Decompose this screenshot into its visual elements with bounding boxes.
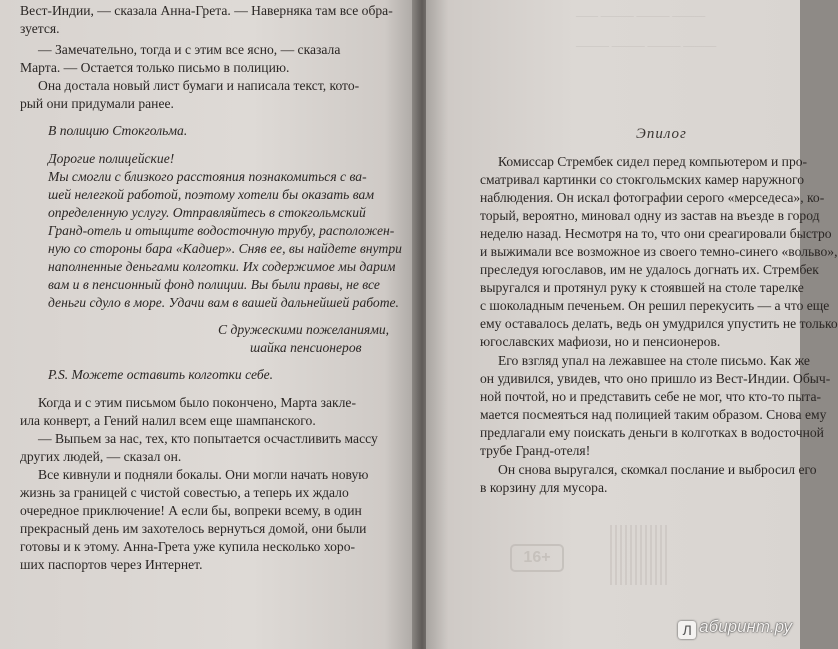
- text-line: ему оставалось делать, ведь он умудрился упустить не только: [480, 316, 838, 331]
- text-line: югославских мафиози, но и пенсионеров.: [480, 334, 721, 349]
- text-line: других людей, — сказал он.: [20, 449, 182, 464]
- text-line: Гранд-отель и отыщите водосточную трубу, расположен-: [48, 223, 395, 238]
- text-line: предлагали ему поискать деньги в колготках в водосточной: [480, 425, 824, 440]
- text-line: ной почтой, но и представить себе не мог, что кто-то пыта-: [480, 389, 822, 404]
- text-line: — Выпьем за нас, тех, кто попытается осчастливить массу: [38, 431, 378, 446]
- bleed-through-text: ——— ——— ——— ———: [576, 40, 717, 52]
- text-line: преследуя югославов, им не удалось догнать их. Стрембек: [480, 262, 819, 277]
- watermark: [678, 617, 792, 639]
- bleed-through-text: —— ——— ——— ———: [576, 10, 706, 22]
- text-line: Когда и с этим письмом было покончено, Марта закле-: [38, 395, 356, 410]
- text-line: неделю назад. Несмотря на то, что они среагировали быстро: [480, 226, 832, 241]
- text-line: ших паспортов через Интернет.: [20, 557, 203, 572]
- text-line: Она достала новый лист бумаги и написала текст, кото-: [38, 78, 360, 93]
- text-line: Дорогие полицейские!: [48, 151, 175, 166]
- text-line: рый они придумали ранее.: [20, 96, 174, 111]
- text-line: ила конверт, а Гений налил всем еще шампанского.: [20, 413, 316, 428]
- barcode-ghost: [610, 525, 668, 585]
- text-line: деньги сдуло в море. Удачи вам в вашей дальнейшей работе.: [48, 295, 399, 310]
- text-line: и выжимали все возможное из своего темно-синего «вольво»,: [480, 244, 838, 259]
- text-line: определенную услугу. Отправляйтесь в стокгольмский: [48, 205, 366, 220]
- text-line: В полицию Стокгольма.: [48, 123, 188, 138]
- text-line: шей нелегкой работой, поэтому хотели бы оказать вам: [48, 187, 375, 202]
- book-icon: Л: [678, 621, 696, 639]
- text-line: сматривал картинки со стокгольмских камер наружного: [480, 172, 805, 187]
- chapter-title: Эпилог: [636, 126, 687, 142]
- text-line: Вест-Индии, — сказала Анна-Грета. — Наверняка там все обра-: [20, 3, 393, 18]
- text-line: Мы смогли с близкого расстояния познакомиться с ва-: [48, 169, 367, 184]
- left-page: [0, 0, 418, 649]
- text-line: шайка пенсионеров: [250, 340, 362, 355]
- text-line: трубе Гранд-отеля!: [480, 443, 591, 458]
- text-line: зуется.: [20, 21, 60, 36]
- text-line: P.S. Можете оставить колготки себе.: [48, 367, 274, 382]
- text-line: выругался и протянул руку к стоявшей на столе тарелке: [480, 280, 804, 295]
- text-line: Комиссар Стрембек сидел перед компьютером и про-: [498, 154, 808, 169]
- watermark-text: абиринт.ру: [699, 617, 792, 636]
- text-line: он удивился, увидев, что оно пришло из Вест-Индии. Обыч-: [480, 371, 831, 386]
- text-line: готовы и к этому. Анна-Грета уже купила несколько хоро-: [20, 539, 356, 554]
- text-line: торый, вероятно, миновал одну из застав на въезде в город: [480, 208, 820, 223]
- text-line: Он снова выругался, скомкал послание и выбросил его: [498, 462, 817, 477]
- text-line: наполненные деньгами колготки. Их содержимое мы дарим: [48, 259, 396, 274]
- text-line: прекрасный день им захотелось вернуться домой, они были: [20, 521, 367, 536]
- text-line: жизнь за границей с чистой совестью, а теперь их ждало: [20, 485, 349, 500]
- age-rating-badge: 16+: [510, 544, 564, 572]
- text-line: вам и в пенсионный фонд полиции. Вы были правы, не все: [48, 277, 380, 292]
- text-line: наблюдения. Он искал фотографии серого «мерседеса», ко-: [480, 190, 825, 205]
- text-line: Марта. — Остается только письмо в полицию.: [20, 60, 290, 75]
- text-line: — Замечательно, тогда и с этим все ясно, — сказала: [38, 42, 341, 57]
- text-line: в корзину для мусора.: [480, 480, 608, 495]
- text-line: С дружескими пожеланиями,: [218, 322, 390, 337]
- text-line: ную со стороны бара «Кадиер». Сняв ее, вы найдете внутри: [48, 241, 402, 256]
- text-line: очередное приключение! А если бы, вопреки всему, в один: [20, 503, 362, 518]
- text-line: мается посмеяться над полицией таким образом. Снова ему: [480, 407, 827, 422]
- text-line: Его взгляд упал на лежавшее на столе письмо. Как же: [498, 353, 810, 368]
- text-line: Все кивнули и подняли бокалы. Они могли начать новую: [38, 467, 369, 482]
- text-line: с шоколадным печеньем. Он решил перекусить — а что еще: [480, 298, 830, 313]
